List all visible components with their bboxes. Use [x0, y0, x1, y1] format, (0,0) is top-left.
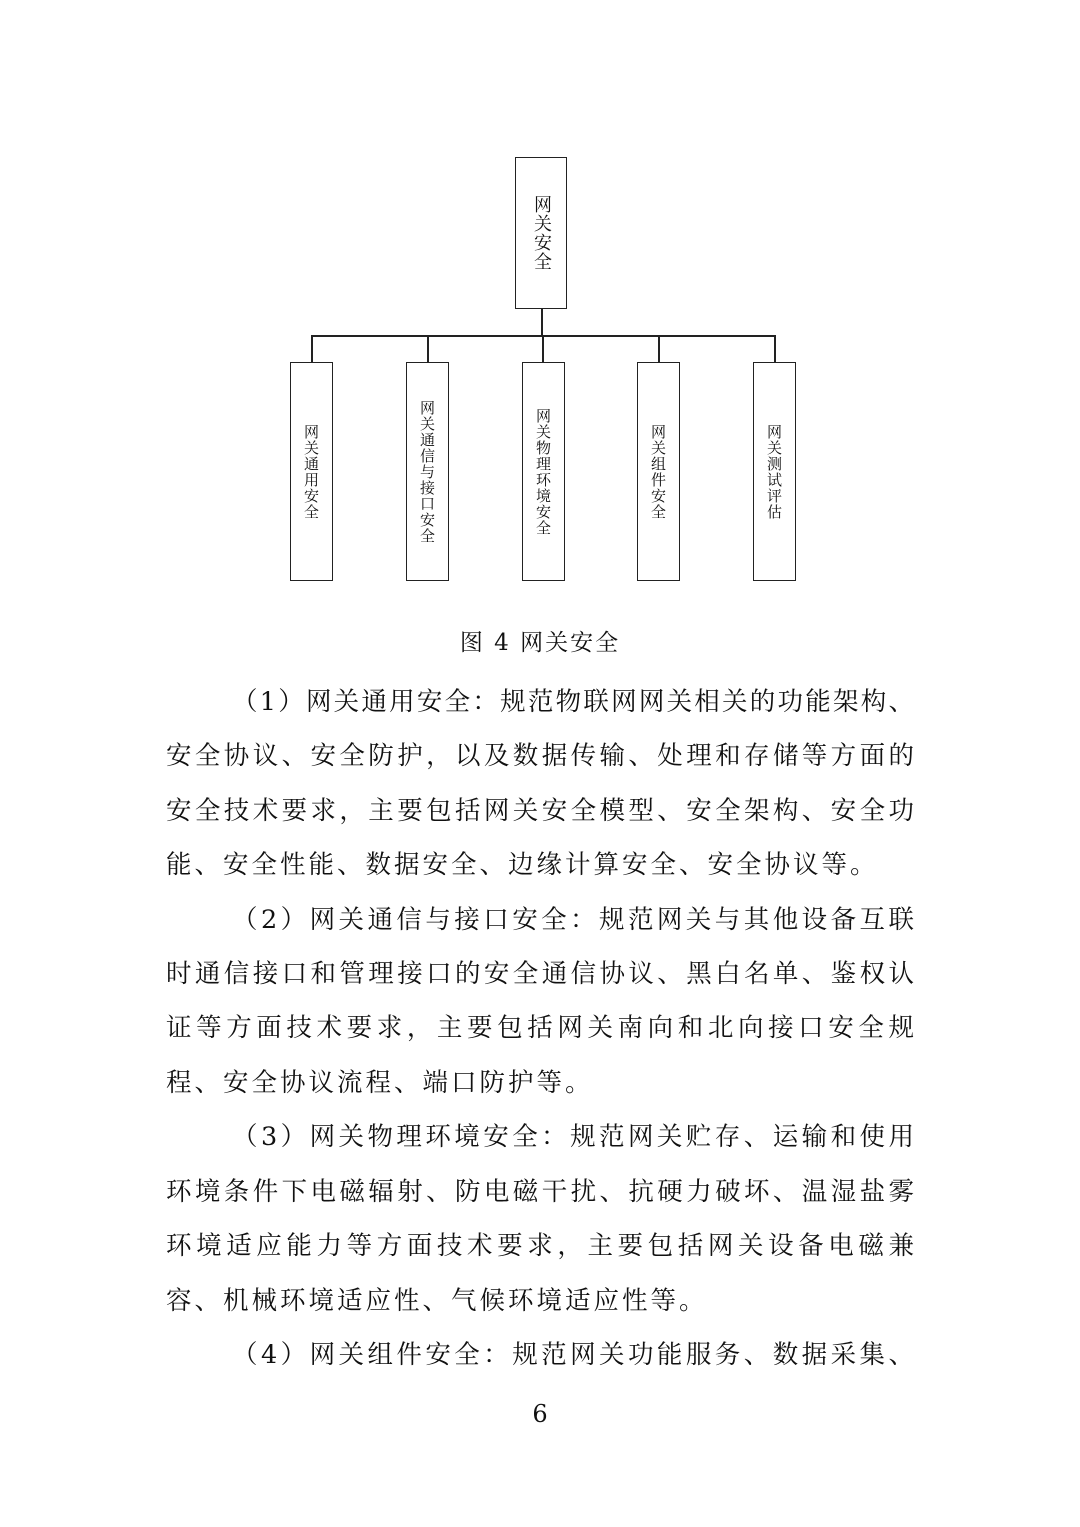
- text-line: （1）网关通用安全：规范物联网网关相关的功能架构、: [232, 687, 914, 717]
- diagram-child-label: 网关通用安全: [302, 423, 320, 520]
- diagram-root-label: 网关安全: [531, 195, 552, 271]
- diagram-child-box: [637, 362, 680, 581]
- diagram-child-box: [522, 362, 565, 581]
- connector: [542, 335, 544, 363]
- text-line: 安全协议、安全防护，以及数据传输、处理和存储等方面的: [166, 741, 914, 771]
- connector: [427, 335, 429, 363]
- text-line: （4）网关组件安全：规范网关功能服务、数据采集、: [232, 1340, 914, 1370]
- text-line: （2）网关通信与接口安全：规范网关与其他设备互联: [232, 905, 914, 935]
- diagram-child-label: 网关测试评估: [765, 423, 783, 520]
- text-line: 安全技术要求，主要包括网关安全模型、安全架构、安全功: [166, 796, 914, 826]
- diagram-child-label: 网关组件安全: [649, 423, 667, 520]
- diagram-child-box: [406, 362, 449, 581]
- text-line: 能、安全性能、数据安全、边缘计算安全、安全协议等。: [166, 850, 879, 880]
- connector: [658, 335, 660, 363]
- diagram-child-box: [290, 362, 333, 581]
- page-number: 6: [532, 1400, 548, 1428]
- connector: [311, 335, 313, 363]
- diagram-child-box: [753, 362, 796, 581]
- text-line: 时通信接口和管理接口的安全通信协议、黑白名单、鉴权认: [166, 959, 914, 989]
- connector: [541, 309, 543, 336]
- text-line: 容、机械环境适应性、气候环境适应性等。: [166, 1286, 708, 1316]
- connector: [774, 335, 776, 363]
- diagram-child-label: 网关物理环境安全: [534, 407, 552, 536]
- diagram-child-label: 网关通信与接口安全: [418, 399, 436, 544]
- text-line: 证等方面技术要求，主要包括网关南向和北向接口安全规: [166, 1013, 914, 1043]
- text-line: 程、安全协议流程、端口防护等。: [166, 1068, 594, 1098]
- text-line: 环境适应能力等方面技术要求，主要包括网关设备电磁兼: [166, 1231, 914, 1261]
- text-line: 环境条件下电磁辐射、防电磁干扰、抗硬力破坏、温湿盐雾: [166, 1177, 914, 1207]
- connector: [311, 335, 776, 337]
- text-line: （3）网关物理环境安全：规范网关贮存、运输和使用: [232, 1122, 914, 1152]
- diagram-root-box: [515, 157, 567, 309]
- figure-caption: 图 4 网关安全: [459, 630, 621, 656]
